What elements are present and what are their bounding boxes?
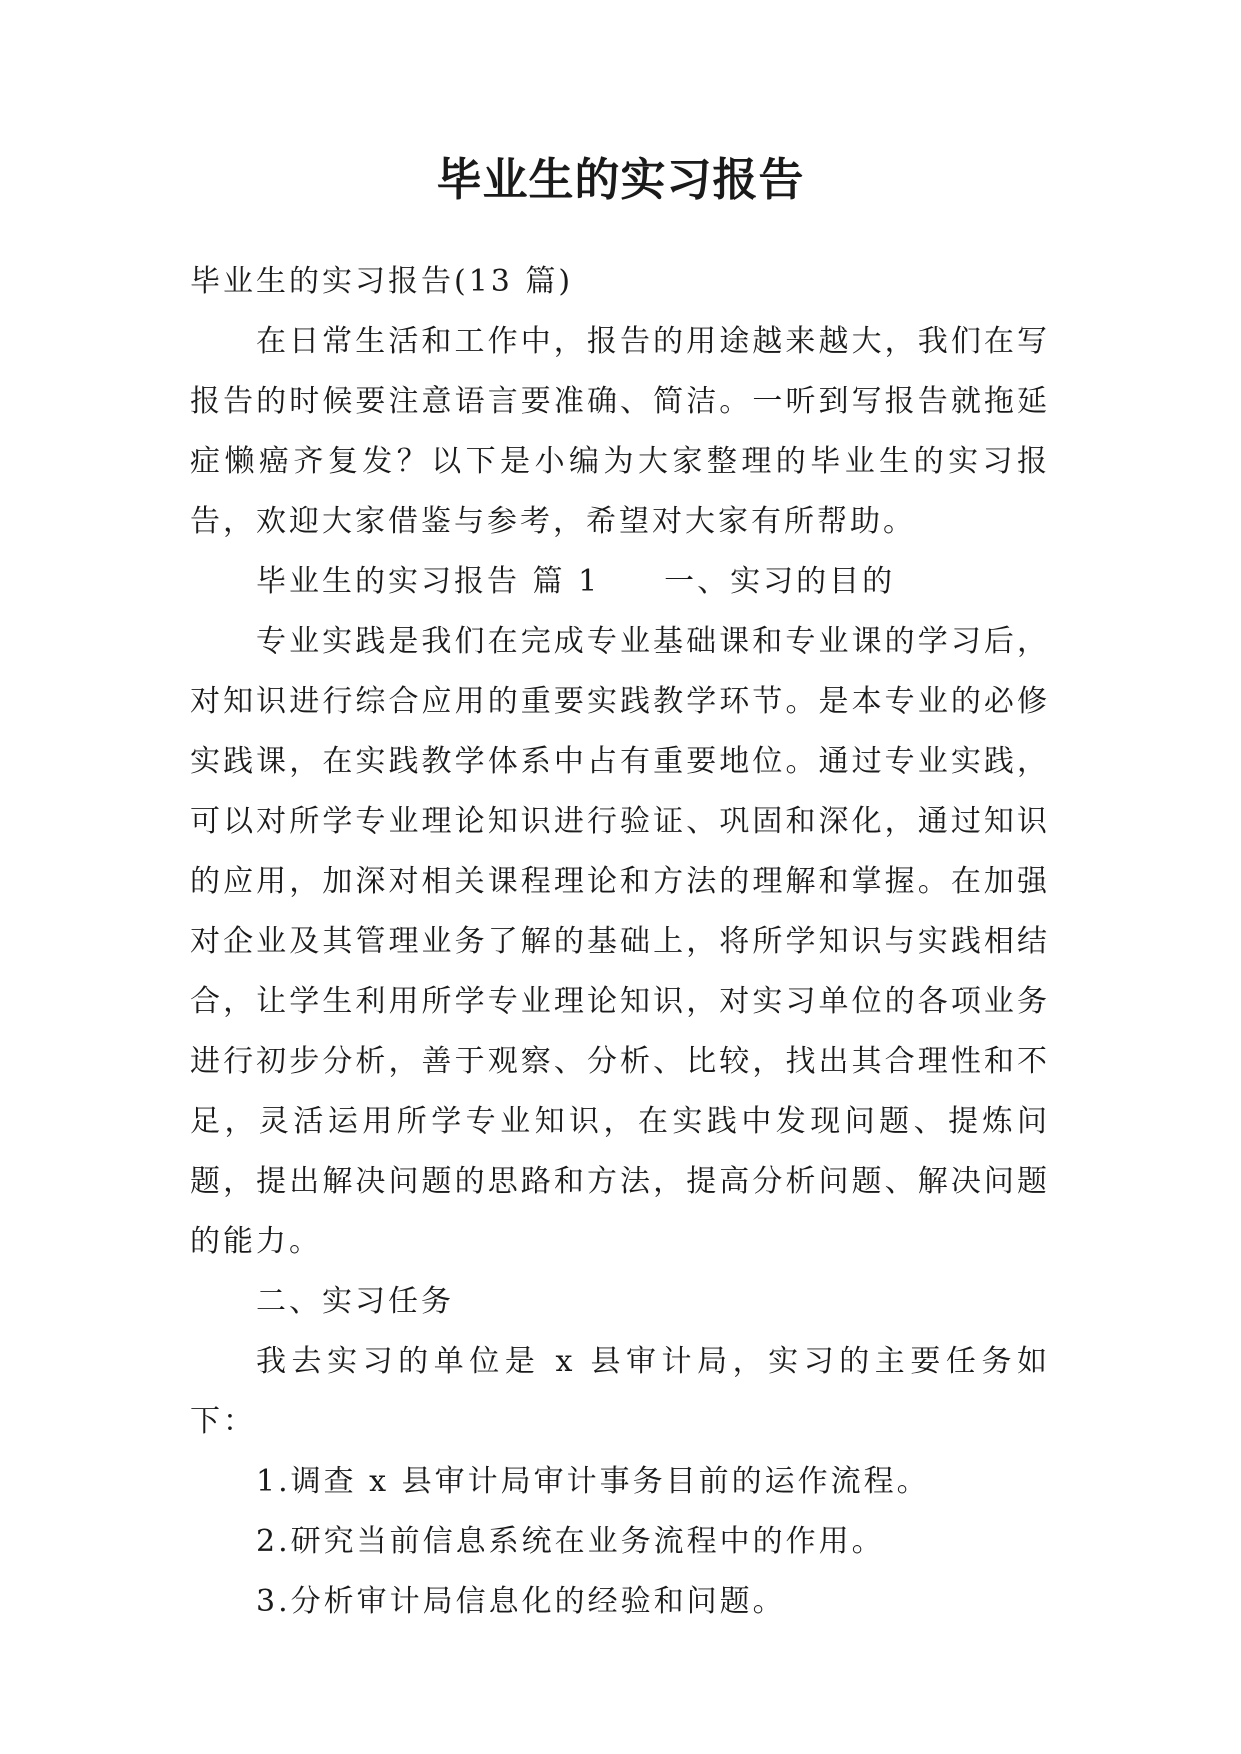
part1-paragraph: 专业实践是我们在完成专业基础课和专业课的学习后，对知识进行综合应用的重要实践教学环节。是本专业的必修实践课，在实践教学体系中占有重要地位。通过专业实践，可以对所学专业理论知识进行验证、巩固和深化，通过知识的应用，加深对相关课程理论和方法的理解和掌握。在加强对企业及其管理业务了解的基础上，将所学知识与实践相结合，让学生利用所学专业理论知识，对实习单位的各项业务进行初步分析，善于观察、分析、比较，找出其合理性和不足，灵活运用所学专业知识，在实践中发现问题、提炼问题，提出解决问题的思路和方法，提高分析问题、解决问题的能力。 <box>190 624 1050 1259</box>
document-body <box>190 252 1050 1632</box>
document-subtitle: 毕业生的实习报告(13 篇) <box>190 264 574 299</box>
task-item: 1.调查 x 县审计局审计事务目前的运作流程。 <box>256 1464 930 1499</box>
part2-intro: 我去实习的单位是 x 县审计局，实习的主要任务如下： <box>190 1344 1050 1439</box>
part1-heading: 一、实习的目的 <box>664 564 896 599</box>
part2-heading: 二、实习任务 <box>256 1284 454 1319</box>
section-heading-line <box>190 552 1050 612</box>
intro-paragraph: 在日常生活和工作中，报告的用途越来越大，我们在写报告的时候要注意语言要准确、简洁。一听到写报告就拖延症懒癌齐复发？以下是小编为大家整理的毕业生的实习报告，欢迎大家借鉴与参考，希望对大家有所帮助。 <box>190 324 1050 539</box>
task-item: 2.研究当前信息系统在业务流程中的作用。 <box>256 1524 885 1559</box>
document-title: 毕业生的实习报告 <box>436 153 805 206</box>
section-heading: 毕业生的实习报告 篇 1 <box>256 564 601 599</box>
task-item: 3.分析审计局信息化的经验和问题。 <box>256 1584 786 1619</box>
